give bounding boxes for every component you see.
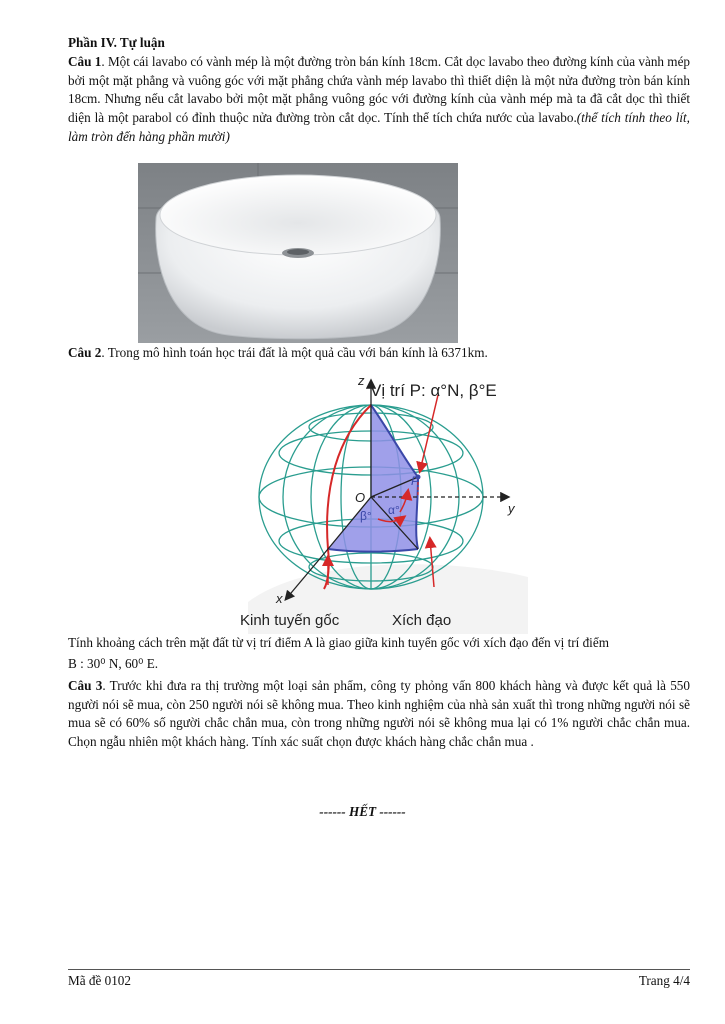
question-2-point-b: B : 30⁰ N, 60⁰ E. — [68, 656, 159, 671]
question-2-question: Tính khoảng cách trên mặt đất từ vị trí điểm A là giao giữa kinh tuyến gốc với xích đạo đến vị trí điểm — [68, 635, 609, 650]
question-2 — [68, 344, 690, 363]
globe-diagram — [228, 367, 558, 634]
point-p-label: P — [411, 474, 420, 488]
section-title: Phần IV. Tự luận — [68, 35, 165, 50]
end-mark: ------ HẾT ------ — [319, 804, 406, 819]
alpha-label: α° — [388, 503, 400, 517]
question-3-text: . Trước khi đưa ra thị trường một loại sản phẩm, công ty phỏng vấn 800 khách hàng và được kết quả là 550 người nói sẽ mua, còn 250 người nói sẽ không mua. Theo kinh nghiệm của nhà sản xuất thì trong những người nói sẽ mua sẽ có 60% số người chắc chắn mua, còn trong những người nói sẽ không mua lại có 1% người chắc chắn mua. Chọn ngẫu nhiên một khách hàng. Tính xác suất chọn được khách hàng chắc chắn mua . — [68, 678, 690, 750]
question-2-intro — [68, 344, 690, 363]
question-2-text: . Trong mô hình toán học trái đất là một quả cầu với bán kính là 6371km. — [101, 345, 488, 360]
prime-meridian-label: Kinh tuyến gốc — [240, 612, 340, 629]
axis-z-label: z — [358, 373, 365, 388]
exam-code: Mã đề 0102 — [68, 973, 131, 988]
axis-y-label: y — [508, 501, 515, 516]
question-block-1 — [68, 34, 690, 147]
figure-title: Vị trí P: α°N, β°E — [370, 381, 497, 400]
question-1-text: . Một cái lavabo có vành mép là một đường tròn bán kính 18cm. Cắt dọc lavabo theo đường kính của vành mép bởi một mặt phẳng và vuông góc với mặt phẳng chứa vành mép lavabo thì thiết diện là một nửa đường tròn bán kính 18cm. Nhưng nếu cắt lavabo bởi một mặt phẳng vuông góc với đường kính của vành mép mà ta đã cắt dọc thì thiết diện là một parabol có đỉnh thuộc nửa đường tròn cắt dọc. Tính thể tích chứa nước của lavabo. — [68, 54, 691, 126]
question-3-label: Câu 3 — [68, 678, 103, 693]
question-2-body — [68, 632, 690, 674]
page-number: Trang 4/4 — [638, 973, 690, 988]
question-3-paragraph — [68, 677, 690, 752]
beta-label: β° — [360, 509, 372, 523]
question-2-label: Câu 2 — [68, 345, 102, 360]
question-1-note: (thể tích tính theo lít, làm tròn đến hàng phần mười) — [68, 110, 690, 144]
origin-label: O — [355, 490, 366, 505]
question-1-label: Câu 1 — [68, 54, 102, 69]
question-3 — [68, 677, 690, 752]
equator-label: Xích đạo — [392, 612, 452, 629]
lavabo-photo — [138, 163, 458, 343]
axis-x-label: x — [276, 591, 283, 606]
footer-divider — [68, 969, 690, 970]
question-1 — [68, 53, 690, 147]
